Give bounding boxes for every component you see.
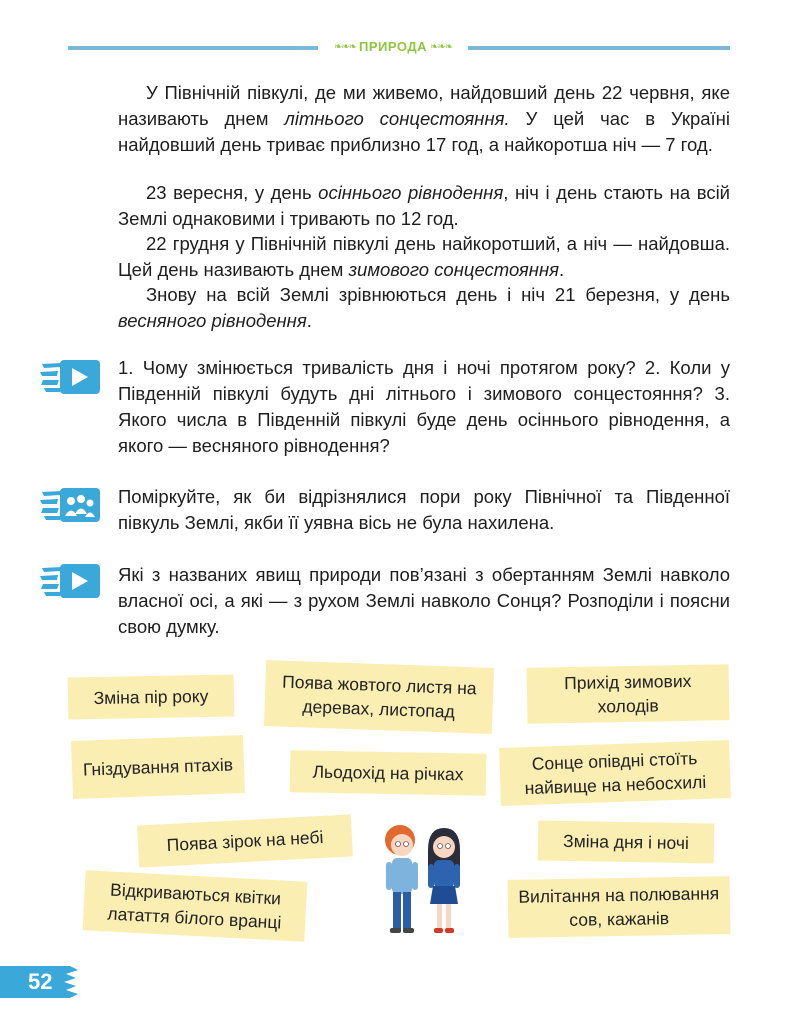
play-task-icon-2 <box>40 564 102 598</box>
card-noon-sun: Сонце опівдні стоїть найвище на небосхилі <box>499 740 731 806</box>
card-stars-appear: Поява зірок на небі <box>137 814 353 867</box>
play-task-icon <box>40 360 102 394</box>
card-day-night-change: Зміна дня і ночі <box>538 820 715 863</box>
card-water-lily: Відкриваються квітки латаття білого вранці <box>83 870 308 942</box>
card-yellow-leaves: Поява жовтого листя на деревах, листопад <box>264 660 494 734</box>
paragraph-autumn-equinox: 23 вересня, у день осіннього рівнодення, ніч і день стають на всій Землі однаковими і тривають по 12 год. <box>118 182 731 229</box>
card-owls-bats: Вилітання на полювання сов, кажанів <box>508 876 731 938</box>
paragraph-summer-solstice: У Північній півкулі, де ми живемо, найдовший день 22 червня, яке називають днем літнього сонцестояння. У цей час в Україні найдовший день триває приблизно 17 год, а найкоротша ніч — 7 год. <box>118 82 730 155</box>
card-bird-nesting: Гніздування птахів <box>71 735 245 799</box>
page-number-badge <box>0 966 80 998</box>
children-illustration <box>378 820 478 940</box>
card-winter-cold: Прихід зимових холодів <box>527 664 730 724</box>
task-questions: 1. Чому змінюється тривалість дня і ночі протягом року? 2. Коли у Південній півкулі будуть дні літнього і зимового сонцестояння? 3. Якого числа в Південній півкулі буде день осіннього рівнодення, а якого — весняного рівнодення? <box>118 357 730 456</box>
paragraph-winter-solstice: 22 грудня у Північній півкулі день найкоротший, а ніч — найдовша. Цей день називають днем зимового сонцестояння. <box>118 233 730 280</box>
card-seasons-change: Зміна пір року <box>68 675 235 720</box>
section-header <box>318 38 468 56</box>
card-ice-drift: Льодохід на річках <box>290 750 487 795</box>
section-title: ПРИРОДА <box>359 39 427 55</box>
paragraph-spring-equinox: Знову на всій Землі зрівнюються день і ніч 21 березня, у день весняного рівнодення. <box>118 284 730 331</box>
group-discussion-icon <box>40 488 102 522</box>
leaf-ornament-left: ❧❧❧ <box>333 41 357 53</box>
task-sort: Які з названих явищ природи пов’язані з обертанням Землі навколо власної осі, а які — з рухом Землі навколо Сонця? Розподіли і поясни свою думку. <box>118 564 730 637</box>
page-number: 52 <box>28 969 53 994</box>
task-discuss: Поміркуйте, як би відрізнялися пори року Північної та Південної півкуль Землі, якби її уявна вісь не була нахилена. <box>118 486 730 533</box>
leaf-ornament-right: ❧❧❧ <box>429 41 453 53</box>
